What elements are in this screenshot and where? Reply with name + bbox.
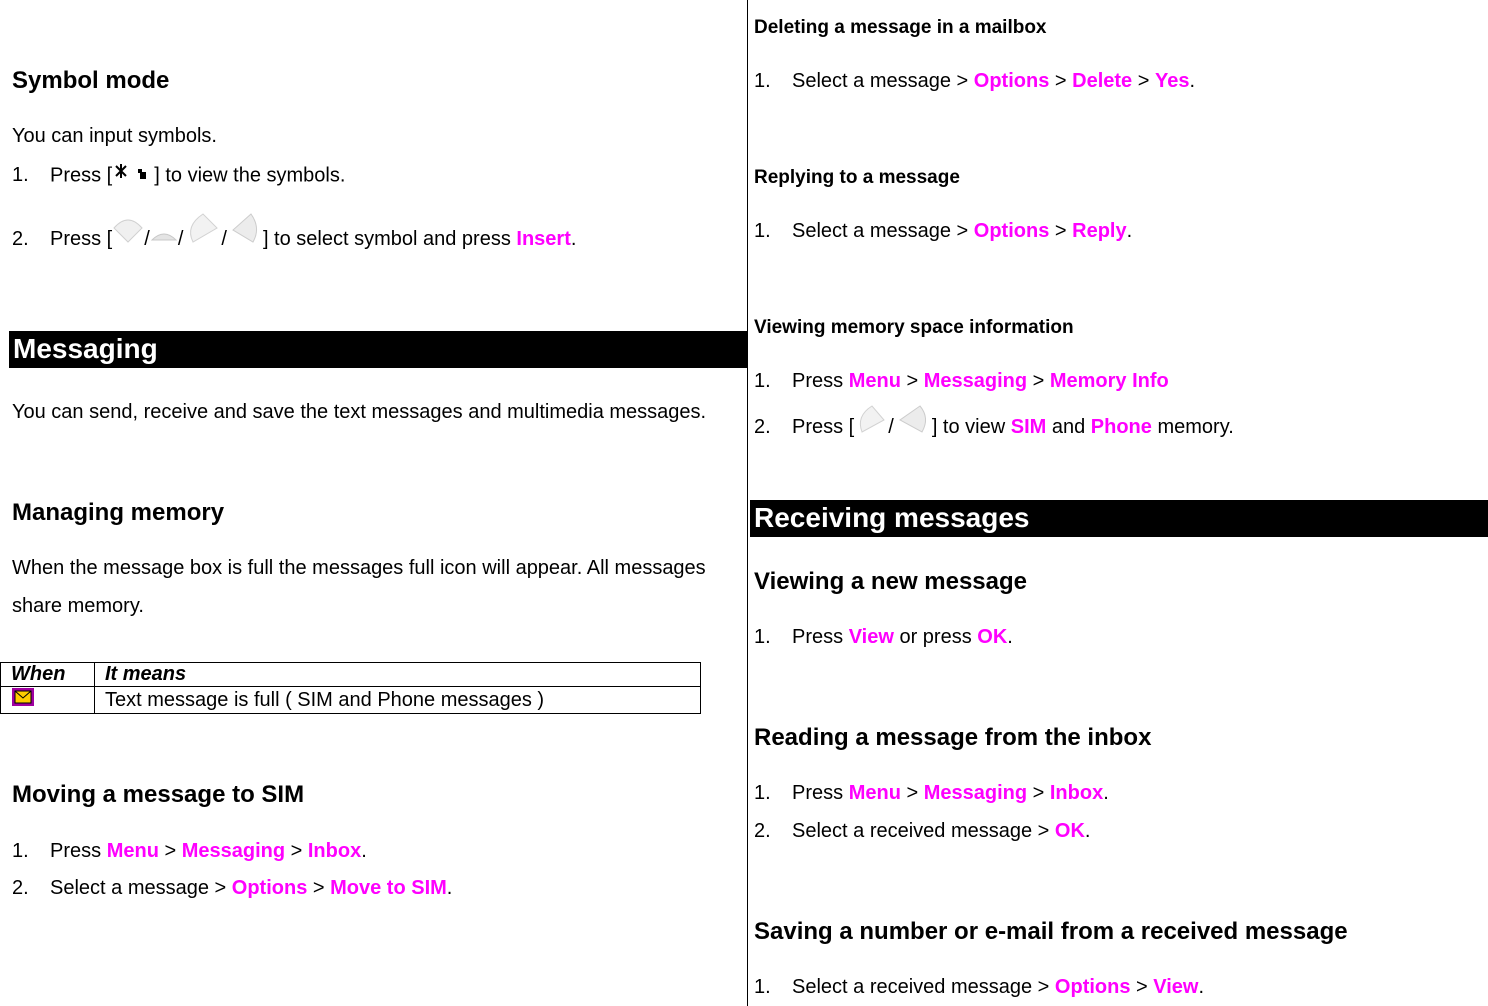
nav-key-right-icon: [227, 211, 263, 269]
viewing-new-message-heading: Viewing a new message: [754, 568, 1028, 595]
star-key-icon: [112, 163, 154, 189]
managing-memory-line-2: share memory.: [12, 595, 144, 617]
replying-step-1: 1. Select a message > Options > Reply.: [754, 220, 1133, 242]
messages-full-icon: [11, 687, 35, 713]
reading-inbox-heading: Reading a message from the inbox: [754, 724, 1152, 751]
deleting-heading: Deleting a message in a mailbox: [754, 17, 1047, 38]
symbol-mode-heading: Symbol mode: [12, 67, 170, 94]
viewing-memory-step-2: 2. Press [ / ] to view SIM and Phone memory.: [754, 404, 1234, 440]
table-row: [1, 687, 701, 714]
table-cell-icon: [1, 687, 95, 714]
reading-inbox-step-1: 1. Press Menu > Messaging > Inbox.: [754, 782, 1109, 804]
managing-memory-heading: Managing memory: [12, 499, 225, 526]
receiving-messages-banner: Receiving messages: [750, 500, 1488, 537]
saving-number-heading: Saving a number or e-mail from a received message: [754, 918, 1348, 945]
viewing-memory-step-1: 1. Press Menu > Messaging > Memory Info: [754, 370, 1169, 392]
nav-key-up-icon: [112, 211, 144, 269]
moving-heading: Moving a message to SIM: [12, 781, 305, 808]
symbol-step-2: 2. Press [ / / / ] to select symbol and press Insert.: [12, 210, 576, 250]
nav-key-left-icon: [854, 404, 888, 451]
managing-memory-line-1: When the message box is full the messages full icon will appear. All messages: [12, 557, 706, 579]
viewing-memory-heading: Viewing memory space information: [754, 317, 1074, 338]
nav-key-right-icon: [894, 404, 932, 451]
saving-number-step-1: 1. Select a received message > Options > View.: [754, 976, 1205, 998]
table-header-when: When: [1, 663, 95, 687]
table-header-it-means: It means: [95, 663, 701, 687]
nav-key-down-icon: [150, 211, 178, 269]
deleting-step-1: 1. Select a message > Options > Delete > Yes.: [754, 70, 1195, 92]
reading-inbox-step-2: 2. Select a received message > OK.: [754, 820, 1091, 842]
nav-key-left-icon: [183, 211, 221, 269]
replying-heading: Replying to a message: [754, 167, 960, 188]
messaging-intro: You can send, receive and save the text messages and multimedia messages.: [12, 401, 707, 423]
table-cell-meaning: Text message is full ( SIM and Phone messages ): [95, 687, 701, 714]
symbol-mode-intro: You can input symbols.: [12, 125, 217, 147]
table-header-row: [1, 663, 701, 687]
moving-step-2: 2. Select a message > Options > Move to SIM.: [12, 877, 453, 899]
viewing-new-message-step-1: 1. Press View or press OK.: [754, 626, 1013, 648]
messaging-banner: Messaging: [9, 331, 747, 368]
moving-step-1: 1. Press Menu > Messaging > Inbox.: [12, 840, 367, 862]
symbol-step-1: 1. Press [ ] to view the symbols.: [12, 163, 345, 189]
memory-icon-table: [0, 662, 701, 714]
column-divider: [747, 0, 748, 1006]
